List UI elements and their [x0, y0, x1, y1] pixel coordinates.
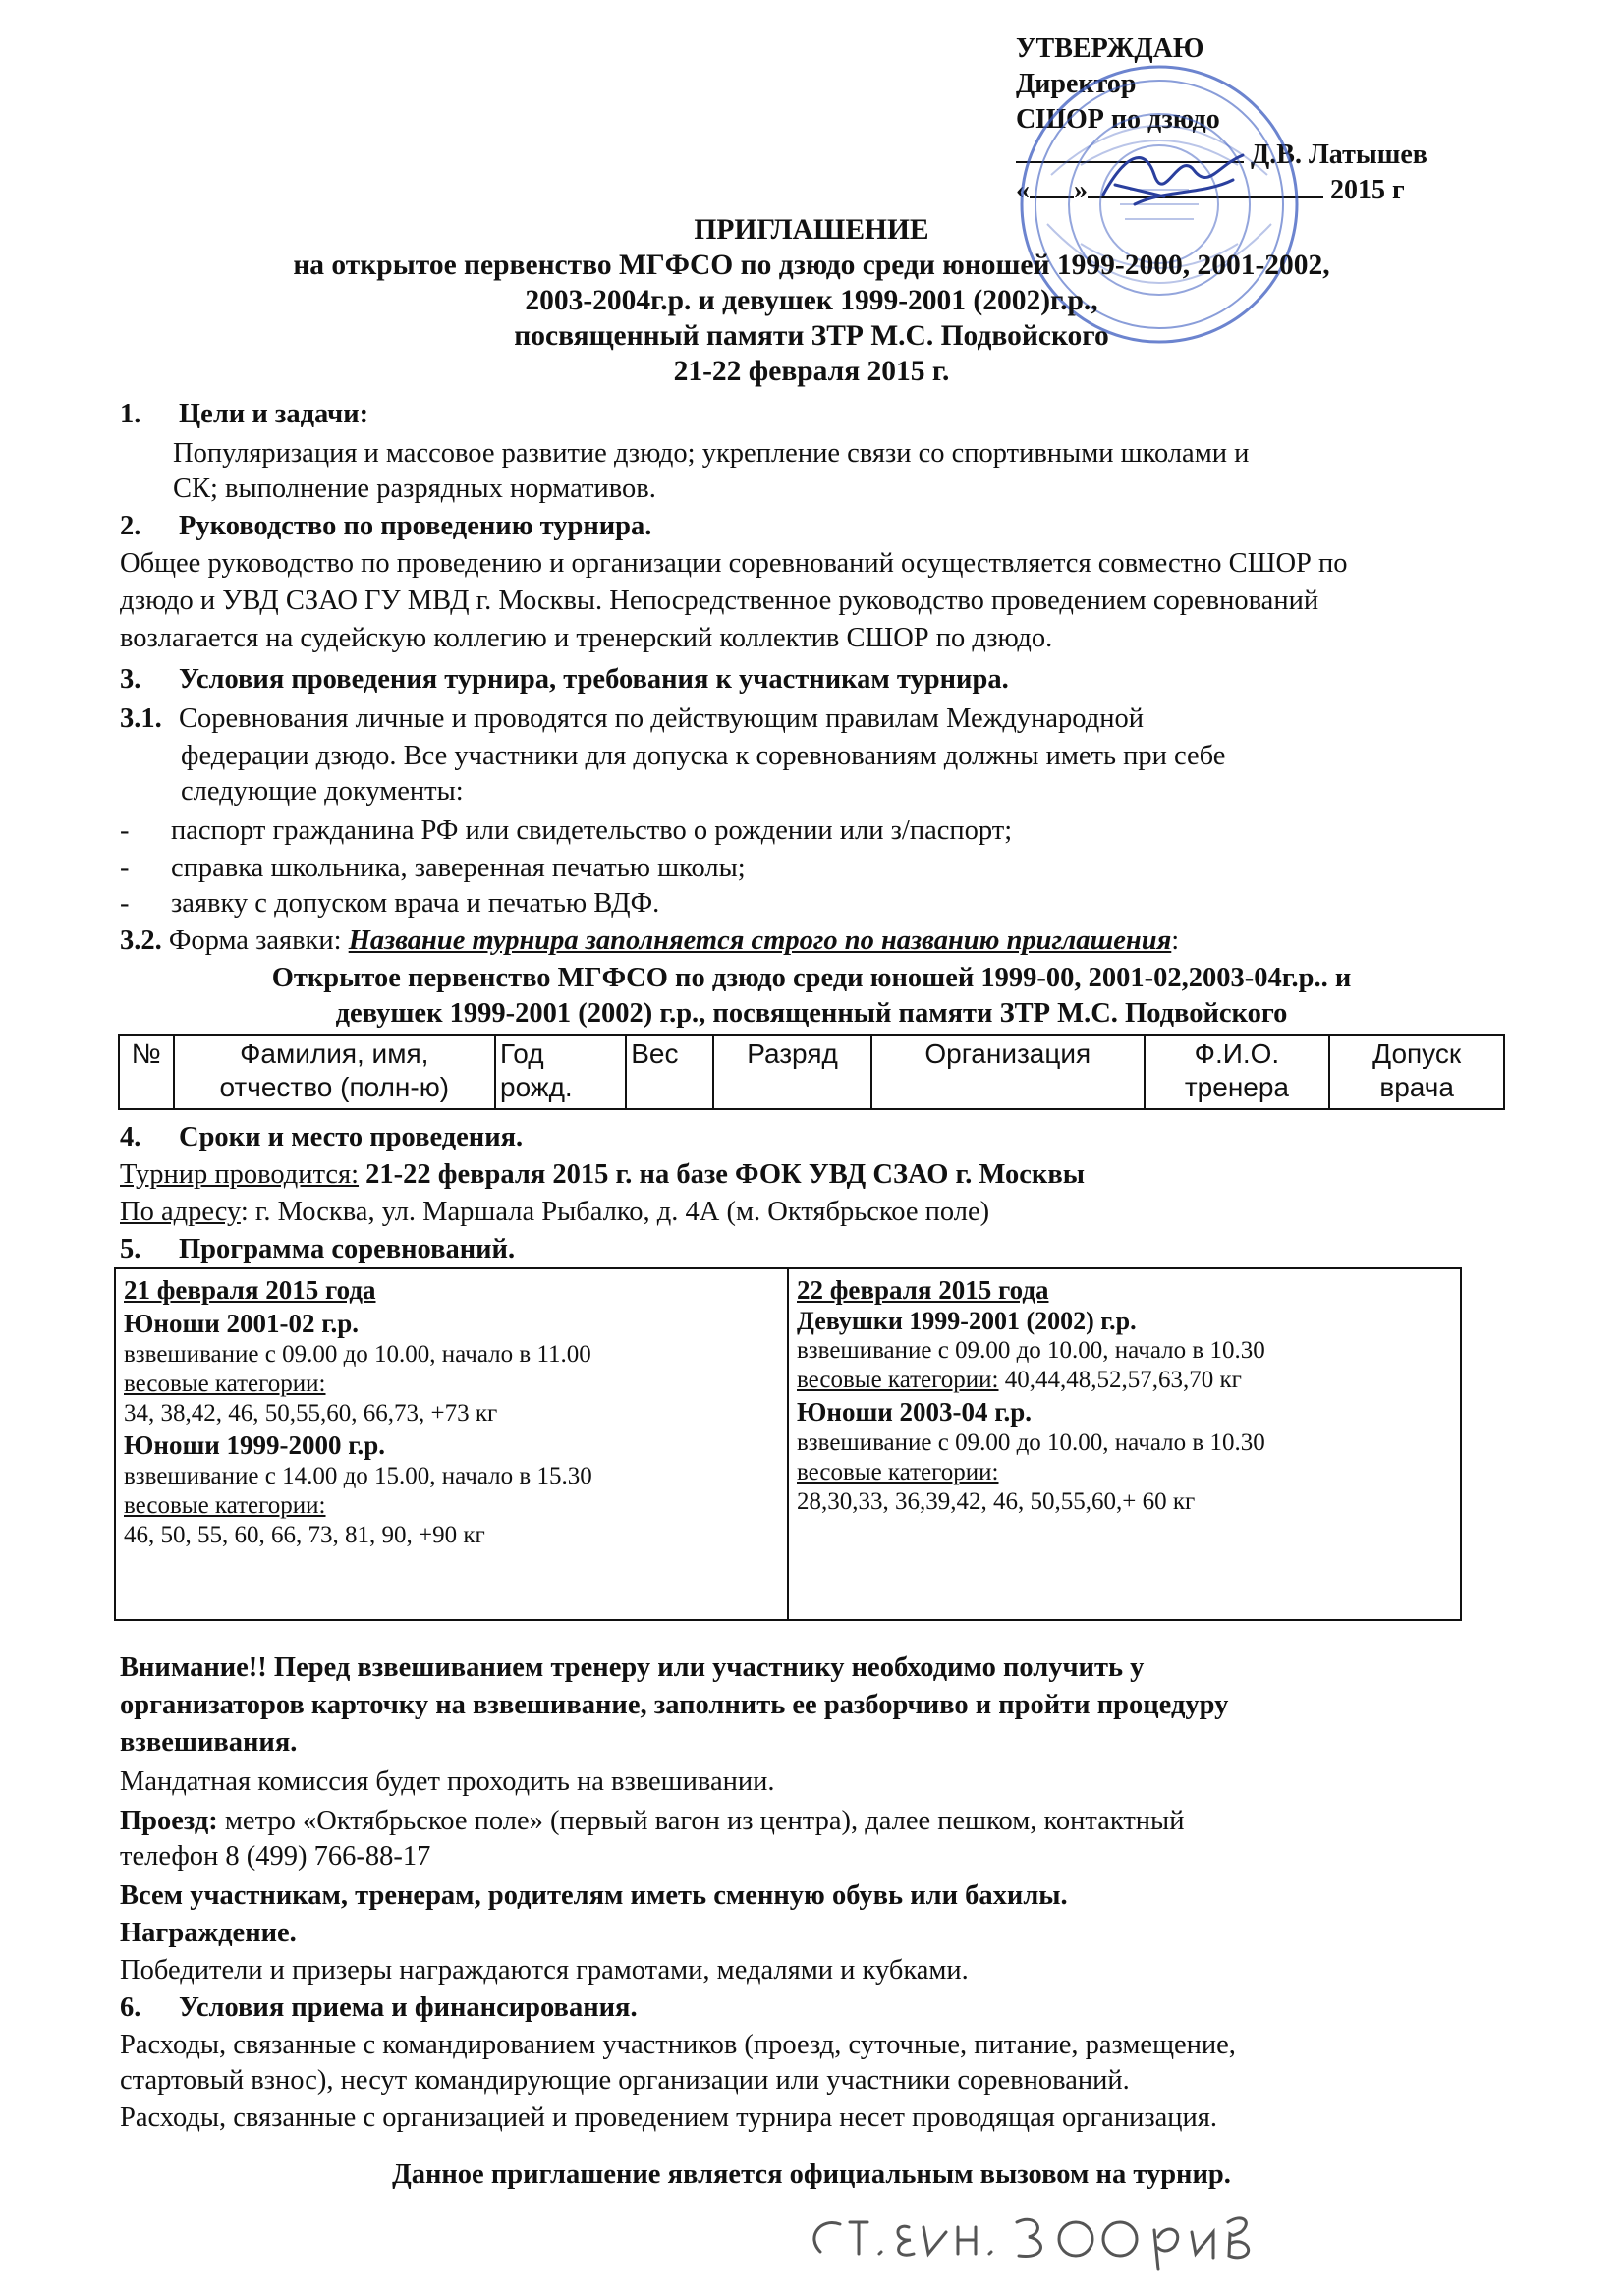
table-header-cell: Организация	[871, 1035, 1145, 1109]
section32-line	[120, 924, 1179, 959]
document-subtitle-line1: на открытое первенство МГФСО по дзюдо среди юношей 1999-2000, 2001-2002,	[293, 250, 1330, 281]
approval-quote-open: «	[1016, 175, 1030, 205]
section32-colon: :	[1171, 925, 1180, 956]
program-categories-label: весовые категории:	[797, 1367, 999, 1393]
program-weighin: взвешивание с 09.00 до 10.00, начало в 10.30	[797, 1337, 1265, 1364]
section6-number: 6.	[120, 1992, 141, 2023]
application-form-table	[118, 1034, 1505, 1110]
table-header-cell: №	[119, 1035, 174, 1109]
program-weighin: взвешивание с 09.00 до 10.00, начало в 10.30	[797, 1429, 1265, 1456]
travel-line2: телефон 8 (499) 766-88-17	[120, 1841, 431, 1872]
travel-text: метро «Октябрьское поле» (первый вагон из центра), далее пешком, контактный	[217, 1806, 1185, 1836]
section1-heading	[120, 397, 368, 432]
section5-heading	[120, 1232, 515, 1267]
section32-note: Название турнира заполняется строго по названию приглашения	[348, 925, 1172, 956]
section1-text-line2: СК; выполнение разрядных нормативов.	[173, 474, 656, 504]
program-group-name: Юноши 1999-2000 г.р.	[124, 1430, 386, 1460]
approval-director-name: Д.В. Латышев	[1251, 140, 1427, 170]
section6-line2: стартовый взнос), несут командирующие организации или участники соревнований.	[120, 2065, 1130, 2096]
program-categories: 46, 50, 55, 60, 66, 73, 81, 90, +90 кг	[124, 1522, 485, 1548]
document-subtitle-line3: посвященный памяти ЗТР М.С. Подвойского	[514, 320, 1109, 352]
program-categories: 28,30,33, 36,39,42, 46, 50,55,60,+ 60 кг	[797, 1488, 1196, 1515]
section4-line1	[120, 1157, 1085, 1193]
section32-number: 3.2.	[120, 925, 162, 956]
section6-heading	[120, 1990, 638, 2026]
document-list-item-text: справка школьника, заверенная печатью школы;	[171, 853, 746, 883]
approval-position: Директор	[1016, 69, 1137, 99]
document-title: ПРИГЛАШЕНИЕ	[694, 214, 929, 246]
table-header-cell: Допуск врача	[1329, 1035, 1504, 1109]
document-list-item-text: паспорт гражданина РФ или свидетельство о рождении или з/паспорт;	[171, 815, 1013, 846]
program-categories-line	[797, 1366, 1452, 1395]
handwritten-note	[801, 2193, 1262, 2286]
section3-number: 3.	[120, 664, 141, 695]
award-text: Победители и призеры награждаются грамотами, медалями и кубками.	[120, 1955, 969, 1986]
section6-line3: Расходы, связанные с организацией и проведением турнира несет проводящая организация.	[120, 2102, 1217, 2133]
section4-number: 4.	[120, 1122, 141, 1152]
program-day2-cell	[788, 1268, 1461, 1620]
program-categories: 40,44,48,52,57,63,70 кг	[998, 1367, 1242, 1393]
form-title-line1: Открытое первенство МГФСО по дзюдо среди юношей 1999-00, 2001-02,2003-04г.р.. и	[271, 963, 1352, 993]
program-weighin: взвешивание с 14.00 до 15.00, начало в 15.30	[124, 1463, 592, 1489]
program-day2-date: 22 февраля 2015 года	[797, 1275, 1049, 1305]
section6-line1: Расходы, связанные с командированием участников (проезд, суточные, питание, размещение,	[120, 2030, 1236, 2060]
section4-title: Сроки и место проведения.	[179, 1122, 524, 1152]
section2-text-line2: дзюдо и УВД СЗАО ГУ МВД г. Москвы. Непосредственное руководство проведением соревнований	[120, 586, 1319, 616]
attention-line2: организаторов карточку на взвешивание, заполнить ее разборчиво и пройти процедуру	[120, 1690, 1229, 1720]
approval-block	[1016, 31, 1458, 208]
section31-line1	[120, 701, 1144, 737]
shoes-note: Всем участникам, тренерам, родителям иметь сменную обувь или бахилы.	[120, 1880, 1068, 1911]
table-header-cell: Разряд	[713, 1035, 871, 1109]
approval-title: УТВЕРЖДАЮ	[1016, 33, 1204, 64]
document-list-item: - паспорт гражданина РФ или свидетельство о рождении или з/паспорт;	[120, 815, 1013, 846]
program-categories-label: весовые категории:	[797, 1459, 999, 1485]
mandate-note: Мандатная комиссия будет проходить на взвешивании.	[120, 1766, 775, 1797]
section1-number: 1.	[120, 399, 141, 429]
section2-heading	[120, 509, 651, 544]
program-table	[114, 1267, 1462, 1621]
travel-line1	[120, 1804, 1184, 1839]
approval-date-line	[1016, 173, 1458, 208]
document-dates: 21-22 февраля 2015 г.	[673, 356, 950, 387]
table-row	[115, 1268, 1461, 1620]
program-categories-label: весовые категории:	[124, 1492, 326, 1519]
approval-organization: СШОР по дзюдо	[1016, 104, 1220, 135]
table-header-cell: Ф.И.О. тренера	[1145, 1035, 1330, 1109]
award-title: Награждение.	[120, 1918, 297, 1948]
table-header-cell: Вес	[626, 1035, 713, 1109]
section6-title: Условия приема и финансирования.	[179, 1992, 638, 2023]
section4-line1-text: 21-22 февраля 2015 г. на базе ФОК УВД СЗАО г. Москвы	[359, 1159, 1085, 1190]
section4-line1-label: Турнир проводится:	[120, 1159, 360, 1190]
approval-quote-close: »	[1074, 175, 1088, 205]
approval-year: 2015 г	[1330, 175, 1405, 205]
section4-heading	[120, 1120, 523, 1155]
section32-label: Форма заявки:	[168, 925, 349, 956]
section4-line2-label: По адресу	[120, 1197, 241, 1227]
section1-text-line1: Популяризация и массовое развитие дзюдо; укрепление связи со спортивными школами и	[173, 438, 1250, 469]
table-row	[119, 1035, 1504, 1109]
document-list-item: - справка школьника, заверенная печатью школы;	[120, 853, 746, 883]
section2-number: 2.	[120, 511, 141, 541]
table-header-cell: Фамилия, имя, отчество (полн-ю)	[174, 1035, 496, 1109]
section2-title: Руководство по проведению турнира.	[179, 511, 652, 541]
form-title-line2: девушек 1999-2001 (2002) г.р., посвященный памяти ЗТР М.С. Подвойского	[335, 998, 1288, 1029]
table-header-cell: Год рожд.	[495, 1035, 626, 1109]
document-subtitle-line2: 2003-2004г.р. и девушек 1999-2001 (2002)г.р.,	[525, 285, 1098, 316]
section2-text-line1: Общее руководство по проведению и организации соревнований осуществляется совместно СШОР по	[120, 548, 1348, 579]
official-call-note: Данное приглашение является официальным вызовом на турнир.	[392, 2159, 1231, 2190]
program-group-name: Девушки 1999-2001 (2002) г.р.	[797, 1307, 1137, 1335]
section31-line3: следующие документы:	[181, 776, 464, 807]
section4-line2-text: : г. Москва, ул. Маршала Рыбалко, д. 4А (м. Октябрьское поле)	[240, 1197, 990, 1227]
section31-text: Соревнования личные и проводятся по действующим правилам Международной	[179, 703, 1144, 734]
program-group-name: Юноши 2003-04 г.р.	[797, 1397, 1033, 1427]
approval-signature-line	[1016, 138, 1458, 173]
program-group-name: Юноши 2001-02 г.р.	[124, 1309, 360, 1338]
program-weighin: взвешивание с 09.00 до 10.00, начало в 11.00	[124, 1341, 591, 1368]
attention-line1: Внимание!! Перед взвешиванием тренеру или участнику необходимо получить у	[120, 1652, 1145, 1683]
section31-number: 3.1.	[120, 703, 162, 734]
section5-number: 5.	[120, 1234, 141, 1264]
section3-title: Условия проведения турнира, требования к участникам турнира.	[179, 664, 1009, 695]
program-categories-label: весовые категории:	[124, 1371, 326, 1397]
attention-line3: взвешивания.	[120, 1727, 298, 1758]
document-list-item: - заявку с допуском врача и печатью ВДФ.	[120, 888, 660, 919]
document-list-item-text: заявку с допуском врача и печатью ВДФ.	[171, 888, 660, 919]
program-categories: 34, 38,42, 46, 50,55,60, 66,73, +73 кг	[124, 1400, 498, 1427]
section3-heading	[120, 662, 1009, 698]
section5-title: Программа соревнований.	[179, 1234, 516, 1264]
travel-label: Проезд:	[120, 1806, 218, 1836]
section2-text-line3: возлагается на судейскую коллегию и тренерский коллектив СШОР по дзюдо.	[120, 623, 1053, 653]
program-day1-date: 21 февраля 2015 года	[124, 1275, 376, 1305]
section31-line2: федерации дзюдо. Все участники для допуска к соревнованиям должны иметь при себе	[181, 741, 1226, 771]
program-day1-cell	[115, 1268, 788, 1620]
section4-line2	[120, 1195, 989, 1230]
section1-title: Цели и задачи:	[179, 399, 369, 429]
